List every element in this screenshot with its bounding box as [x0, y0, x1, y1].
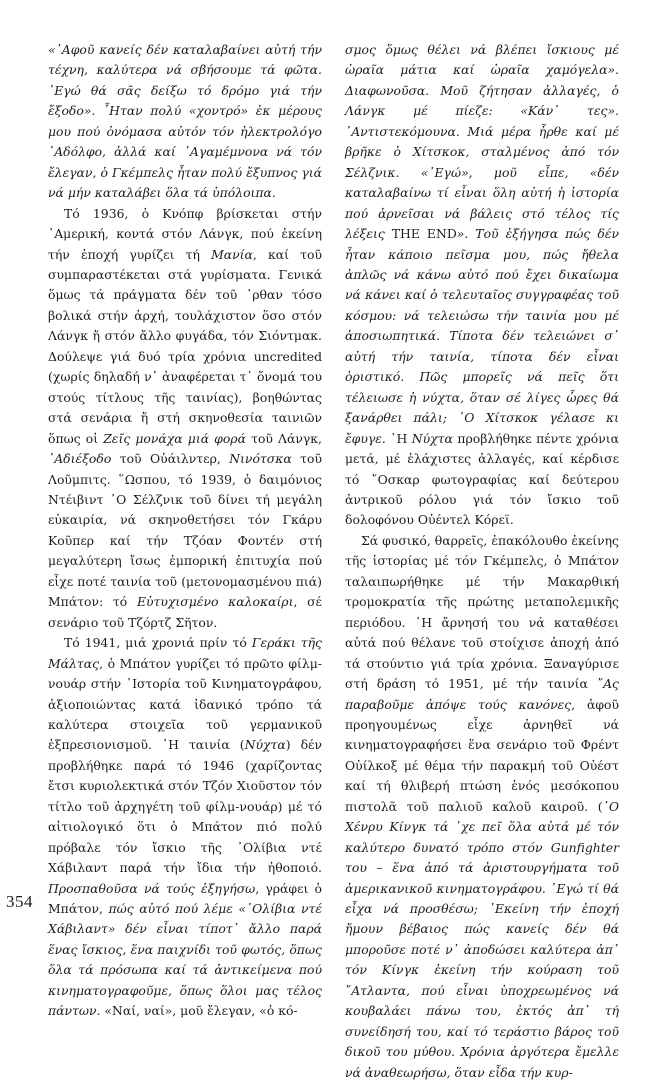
italic-text-segment: Προσπαθοῦσα νά τούς ἐξηγήσω [48, 880, 256, 896]
paragraph [48, 633, 322, 1022]
italic-text-segment: ». Τοῦ ἐξήγησα πώς δέν ἦταν κάποιο πεῖσμα μου, πώς ἤθελα ἁπλῶς νά κάνω αὐτό πού ἔχει δικαίωμα νά κάνει καί ὁ τελευταῖος συγγραφέας τοῦ κόσμου: νά τελειώσω τήν ταινία μου μέ ἀποσιωπητικά. Τίποτα δέν τελειώνει σ᾿ αὐτή τήν ταινία, τίποτα δέν εἶναι ὁριστικό. Πῶς μπορεῖς νά πεῖς ὅτι τέλειωσε ἡ νύχτα, ὅταν σέ λίγες ὧρες θά ξανάρθει πάλι; ᾿Ο Χίτσκοκ γέλασε κι ἔφυγε. [345, 226, 619, 446]
italic-text-segment: Νύχτα [244, 737, 286, 753]
text-segment: , καί τοῦ συμπαραστέκεται στά γυρίσματα. Γενικά ὅμως τά πράγματα δέν τοῦ ῾ρθαν τόσο βολικά στήν ἀρχή, τουλάχιστον ὅσο στόν Λάνγκ ἤ στόν ἄλλο φυγάδα, τόν Σιόντμακ. Δούλεψε γιά δυό τρία χρόνια uncredited (χωρίς δηλαδή ν᾿ ἀναφέρεται τ᾿ ὄνομά του στούς τίτλους τῆς ταινίας), βοηθώντας στά σενάρια ἤ στή σκηνοθεσία ταινιῶν ὅπως οἱ [48, 246, 322, 446]
italic-text-segment: Νύχτα [411, 430, 453, 446]
right-text-column [345, 40, 619, 1083]
paragraph [345, 531, 619, 1083]
text-segment: , γράφει ὁ Μπάτον, [48, 880, 322, 917]
italic-text-segment: του – ἕνα ἀπό τά ἀριστουργήματα τοῦ ἀμερικανικοῦ κινηματογράφου. ᾿Εγώ τί θά εἶχα νά προσθέσω; ᾿Εκείνη τήν ἐποχή ἤμουν βέβαιος πώς κανείς δέν θά μποροῦσε ποτέ ν᾿ ἀποδώσει καλύτερα ἀπ᾿ τόν Κίνγκ ἐκείνη τήν κούραση τοῦ ῎Ατλαντα, πού εἶναι ὑποχρεωμένος νά κουβαλάει πάνω του, ἐκτός ἀπ᾿ τή συνείδησή του, καί τό τεράστιο βάρος τοῦ δικοῦ του μύθου. Χρόνια ἀργότερα ἔμελλε νά ἀναθεωρήσω, ὅταν εἶδα τήν κυρ- [345, 860, 619, 1080]
italic-text-segment: Νινότσκα [229, 451, 292, 467]
paragraph [48, 40, 322, 204]
text-segment: «Ναί, ναί», μοῦ ἔλεγαν, «ὁ κό- [100, 1003, 298, 1019]
text-segment: , σέ σενάριο τοῦ Τζόρτζ Σῆτον. [48, 594, 322, 630]
italic-text-segment: Γεράκι τῆς Μάλτας [48, 635, 322, 671]
text-segment: τοῦ Λάνγκ, [245, 430, 322, 446]
text-segment: προβλήθηκε πέντε χρόνια μετά, μέ ἐλάχιστες ἀλλαγές, καί κέρδισε τό ῎Οσκαρ φωτογραφίας καί δεύτερου ἀντρικοῦ ρόλου γιά τόν ἴσκιο τοῦ δολοφόνου Οὐέντελ Κόρεϊ. [345, 430, 619, 528]
text-segment: Τό 1936, ὁ Κνόπφ βρίσκεται στήν ᾿Αμερική, κοντά στόν Λάνγκ, πού ἐκείνη τήν ἐποχή γυρίζει τή [48, 205, 322, 262]
italic-text-segment: ῎Ας παραβοῦμε ἀπόψε τούς κανόνες [345, 676, 619, 712]
italic-text-segment: Εὐτυχισμένο καλοκαίρι [136, 594, 294, 610]
text-segment: Σά φυσικό, θαρρεῖς, ἐπακόλουθο ἐκείνης τῆς ἱστορίας μέ τόν Γκέμπελς, ὁ Μπάτον ταλαιπωρήθηκε μέ τήν Μακαρθική τρομοκρατία τῆς πρώτης μεταπολεμικῆς περιόδου. ῾Η ἄρνησή του νά καταθέσει αὐτά πού θέλανε τοῦ στοίχισε ἀποχή ἀπό τά στούντιο γιά τρία χρόνια. Ξαναγύρισε στή δράση τό 1951, μέ τήν ταινία [345, 532, 619, 692]
italic-text-segment: Μανία [211, 246, 253, 262]
text-segment: , ἀφοῦ προηγουμένως εἶχε ἀρνηθεῖ νά κινηματογραφήσει ἕνα σενάριο τοῦ Φρέντ Οὐίλκοξ μέ θέμα τήν παρακμή τοῦ Οὐέστ καί τή θλιβερή πτώση ἑνός μεσόκοπου πιστολᾶ τοῦ παλιοῦ καλοῦ καιροῦ. ( [345, 696, 619, 814]
text-segment: ῾Η [385, 430, 412, 446]
text-segment: Τό 1941, μιά χρονιά πρίν τό [64, 635, 252, 651]
text-segment: , ὁ Μπάτον γυρίζει τό πρῶτο φίλμ-νουάρ στήν ᾿Ιστορία τοῦ Κινηματογράφου, ἀξιοποιώντας κατά ἰδανικό τρόπο τά καλύτερα στοιχεῖα τοῦ γερμανικοῦ ἐξπρεσιονισμοῦ. ῾Η ταινία ( [48, 655, 322, 753]
italic-text-segment: Gunfighter [550, 839, 619, 855]
text-segment: τοῦ Οὐάιλντερ, [111, 451, 230, 467]
italic-text-segment: Ζεῖς μονάχα μιά φορά [103, 430, 246, 446]
italic-text-segment: «᾿Αφοῦ κανείς δέν καταλαβαίνει αὐτή τήν τέχνη, καλύτερα νά σβήσουμε τά φῶτα. ᾿Εγώ θά σᾶς δείξω τό δρόμο γιά τήν ἔξοδο». ῏Ηταν πολύ «χοντρό» ἐκ μέρους μου πού ὀνόμασα αὐτόν τόν ἠλεκτρολόγο ᾿Αδόλφο, ἀλλά καί ᾿Αγαμέμνονα νά τόν ἔλεγαν, ὁ Γκέμπελς ἦταν πολύ ἔξυπνος γιά νά μήν καταλάβει ὅλα τά ὑπόλοιπα. [48, 42, 322, 201]
italic-text-segment: πώς αὐτό πού λέμε «᾿Ολίβια ντέ Χάβιλαντ» δέν εἶναι τίποτ᾿ ἄλλο παρά ἕνας ἴσκιος, ἕνα παιχνίδι τοῦ φωτός, ὅπως ὅλα τά πρόσωπα καί τά ἀντικείμενα πού κινηματογραφοῦμε, ὅπως ὅλοι μας τέλος πάντων. [48, 901, 322, 1019]
italic-text-segment: ᾿Ο Χένρυ Κίνγκ τά ῾χε πεῖ ὅλα αὐτά μέ τόν καλύτερο δυνατό τρόπο στόν [345, 798, 619, 855]
paragraph [48, 204, 322, 634]
page-number: 354 [6, 892, 33, 911]
left-text-column [48, 40, 322, 1022]
italic-text-segment: ᾿Αδιέξοδο [48, 451, 112, 467]
text-segment: ) δέν προβλήθηκε παρά τό 1946 (χαρίζοντας ἔτσι κυριολεκτικά στόν Τζόν Χιοῦστον τόν τίτλο τοῦ ἀρχηγέτη τοῦ φίλμ-νουάρ) μέ τό αἰτιολογικό ὅτι ὁ Μπάτον πιό πολύ πρόβαλε τόν ἴσκιο τῆς ᾿Ολίβια ντέ Χάβιλαντ παρά τήν ἴδια τήν ἠθοποιό. [48, 737, 323, 876]
text-segment: THE END [391, 226, 457, 242]
italic-text-segment: σμος ὅμως θέλει νά βλέπει ἴσκιους μέ ὡραῖα μάτια καί ὡραῖα χαμόγελα». Διαφωνοῦσα. Μοῦ ζήτησαν ἀλλαγές, ὁ Λάνγκ μέ πίεζε: «Κάν᾿ τες». ᾿Αντιστεκόμουνα. Μιά μέρα ἦρθε καί μέ βρῆκε ὁ Χίτσκοκ, σταλμένος ἀπό τόν Σέλζνικ. «᾿Εγώ», μοῦ εἶπε, «δέν καταλαβαίνω τί εἶναι ὅλη αὐτή ἡ ἱστορία πού ἀρνεῖσαι νά βάλεις στό τέλος τίς λέξεις [345, 42, 619, 242]
text-segment: τοῦ Λοῦμπιτς. ῞Ωσπου, τό 1939, ὁ δαιμόνιος Ντέιβιντ ᾿Ο Σέλζνικ τοῦ δίνει τή μεγάλη εὐκαιρία, νά σκηνοθετήσει τόν Γκάρυ Κοῦπερ καί τήν Τζόαν Φοντέν στή μεγαλύτερη ἴσως ἐμπορική ἐπιτυχία πού εἶχε ποτέ ταινία τοῦ (μετονομασμένου πιά) Μπάτον: τό [48, 451, 322, 610]
paragraph [345, 40, 619, 531]
